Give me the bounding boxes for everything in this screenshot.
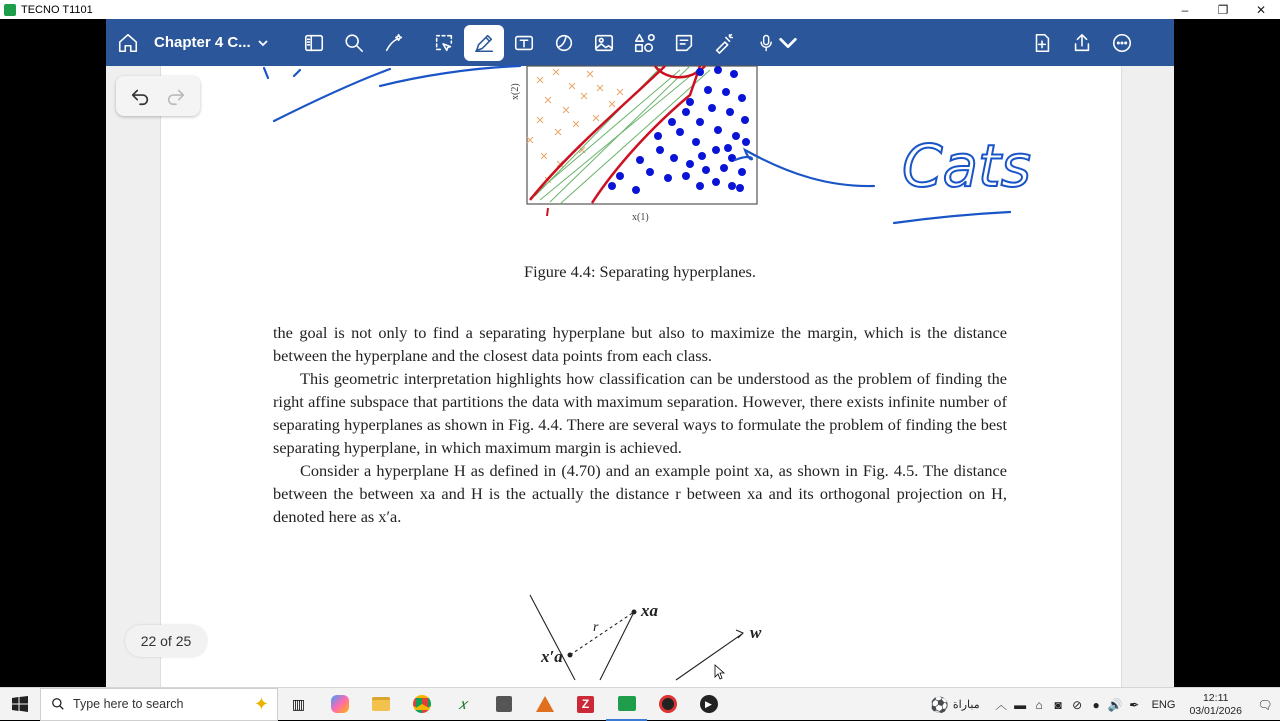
blue-data-point xyxy=(720,164,728,172)
meet-icon[interactable]: ⌂ xyxy=(1035,697,1043,712)
paragraph-1: the goal is not only to find a separating hyperplane but also to maximize the margin, which is the distance between the hyperplane and the closest data points from each class. xyxy=(273,323,1007,365)
media-icon xyxy=(659,695,677,713)
blue-data-point xyxy=(708,104,716,112)
blue-data-point xyxy=(692,138,700,146)
point-xa-prime xyxy=(568,653,573,658)
blue-data-point xyxy=(712,178,720,186)
blue-data-point xyxy=(728,182,736,190)
blue-data-point xyxy=(682,172,690,180)
close-button[interactable]: ✕ xyxy=(1255,2,1267,17)
zotero-app[interactable] xyxy=(565,688,606,721)
blue-data-point xyxy=(632,186,640,194)
paragraph-3: Consider a hyperplane H as defined in (4.70) and an example point xa, as shown in Fig. 4.5. The distance between the between xa and H is the actually the distance r between xa and its orthogonal projection on H, denoted here as x′a. xyxy=(273,461,1007,526)
blue-data-point xyxy=(738,94,746,102)
video-player-app[interactable] xyxy=(688,688,729,721)
point-xa xyxy=(632,610,637,615)
blue-data-point xyxy=(636,156,644,164)
media-app[interactable] xyxy=(647,688,688,721)
math-app[interactable] xyxy=(442,688,483,721)
blue-data-point xyxy=(742,138,750,146)
figure-caption: Figure 4.4: Separating hyperplanes. xyxy=(524,262,756,281)
blue-data-point xyxy=(670,154,678,162)
undo-redo-panel xyxy=(116,76,200,116)
taskbar-search-box[interactable] xyxy=(40,688,278,721)
label-xa: xa xyxy=(641,601,658,620)
blue-data-point xyxy=(704,86,712,94)
undo-icon[interactable] xyxy=(129,85,151,107)
blue-data-point xyxy=(702,166,710,174)
axis-y-label: x(2) xyxy=(510,83,521,100)
blue-data-point xyxy=(698,152,706,160)
axis-x-label: x(1) xyxy=(632,212,649,223)
blue-data-point xyxy=(712,146,720,154)
calculator-app[interactable] xyxy=(483,688,524,721)
blue-data-point xyxy=(732,132,740,140)
minimize-button[interactable]: – xyxy=(1181,2,1189,17)
matlab-icon xyxy=(536,696,554,712)
math-icon: 𝑥 xyxy=(458,695,467,713)
maximize-button[interactable]: ❐ xyxy=(1217,2,1229,17)
blue-data-point xyxy=(686,160,694,168)
play-icon: ▶ xyxy=(700,695,718,713)
blue-data-point xyxy=(664,174,672,182)
blue-data-point xyxy=(736,184,744,192)
handwritten-cats: Cats xyxy=(902,132,1031,200)
window-title: TECNO T1101 xyxy=(21,3,93,16)
search-placeholder: Type here to search xyxy=(73,697,184,711)
weather-widget-text[interactable]: مباراة xyxy=(952,699,980,711)
blue-data-point xyxy=(741,116,749,124)
calculator-icon xyxy=(496,696,512,712)
blue-data-point xyxy=(676,128,684,136)
blue-data-point xyxy=(656,146,664,154)
blue-data-point xyxy=(724,144,732,152)
mute-icon[interactable]: ⊘ xyxy=(1072,697,1083,712)
paragraph-2: This geometric interpretation highlights how classification can be understood as the problem of finding the right affine subspace that partitions the data with maximum separation. However, there exists infinite number of separating hyperplanes as shown in Fig. 4.4. There are several ways to formulate the problem of finding the best separating hyperplane, in which maximum margin is achieved. xyxy=(273,369,1007,457)
blue-data-point xyxy=(726,108,734,116)
mouse-cursor-icon xyxy=(715,665,724,679)
redo-icon[interactable] xyxy=(165,85,187,107)
label-r: r xyxy=(593,620,599,635)
blue-data-point xyxy=(714,66,722,74)
weather-widget-icon[interactable]: ⚽ xyxy=(930,696,949,714)
whiteboard-app[interactable] xyxy=(606,688,647,721)
red-ink-mark xyxy=(547,208,548,216)
clock-date: 03/01/2026 xyxy=(1189,704,1242,717)
task-view-icon: ▥ xyxy=(291,695,306,712)
microphone-icon[interactable]: ● xyxy=(1092,697,1100,712)
battery-icon[interactable]: ▬ xyxy=(1014,697,1027,712)
windows-logo-icon xyxy=(12,696,28,712)
blue-data-point xyxy=(646,168,654,176)
blue-data-point xyxy=(616,172,624,180)
blue-data-point xyxy=(654,132,662,140)
language-indicator[interactable]: ENG xyxy=(1151,698,1176,711)
copilot-sparkle-icon: ✦ xyxy=(253,693,269,714)
blue-data-point xyxy=(696,118,704,126)
blue-data-point xyxy=(738,168,746,176)
clock[interactable] xyxy=(1189,692,1242,718)
blue-data-point xyxy=(730,70,738,78)
chevron-up-icon[interactable]: ︿ xyxy=(995,698,1008,712)
taskbar xyxy=(0,687,1280,720)
blue-data-point xyxy=(686,98,694,106)
blue-data-point xyxy=(668,118,676,126)
whiteboard-icon xyxy=(618,696,636,711)
volume-icon[interactable]: 🔊 xyxy=(1107,697,1123,712)
task-view-button[interactable] xyxy=(278,688,319,721)
file-explorer-app[interactable] xyxy=(360,688,401,721)
matlab-app[interactable] xyxy=(524,688,565,721)
zotero-icon: Z xyxy=(577,696,594,713)
system-tray xyxy=(930,688,1280,721)
chrome-icon xyxy=(413,695,431,713)
copilot-app[interactable] xyxy=(319,688,360,721)
search-icon xyxy=(51,697,65,711)
blue-data-point xyxy=(682,108,690,116)
notifications-icon[interactable]: 🗨 xyxy=(1257,697,1273,712)
page-indicator: 22 of 25 xyxy=(125,625,207,657)
document-title-text: Chapter 4 C... xyxy=(154,34,251,51)
copilot-icon xyxy=(331,695,349,713)
label-w: w xyxy=(750,623,762,642)
blue-data-point xyxy=(696,182,704,190)
label-xa-prime: x′a xyxy=(541,647,563,666)
figure-4-5-diagram xyxy=(530,595,743,680)
pen-tray-icon[interactable]: ✒ xyxy=(1129,697,1140,712)
chrome-app[interactable] xyxy=(401,688,442,721)
start-button[interactable] xyxy=(0,688,40,721)
blue-data-point xyxy=(608,182,616,190)
paper-body xyxy=(273,321,1007,528)
blue-data-point xyxy=(722,88,730,96)
clock-time: 12:11 xyxy=(1202,691,1229,704)
blue-data-point xyxy=(714,126,722,134)
blue-data-point xyxy=(696,68,704,76)
folder-icon xyxy=(372,697,390,711)
camera-icon[interactable]: ◙ xyxy=(1054,697,1062,712)
